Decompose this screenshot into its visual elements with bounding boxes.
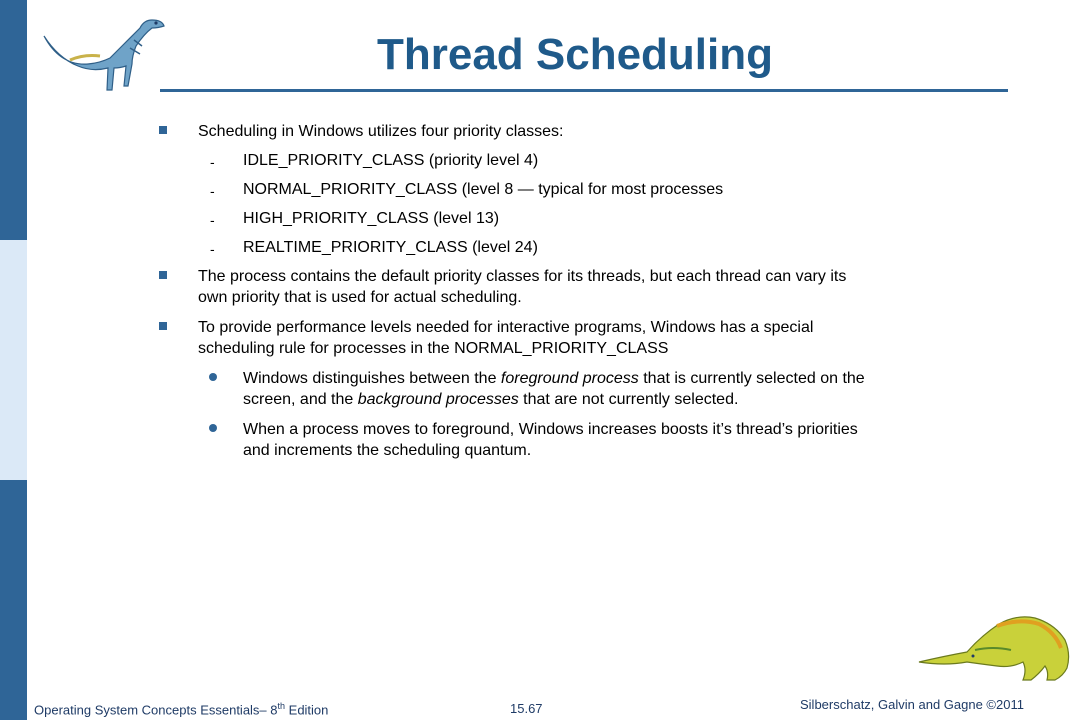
sub-bullet-foreground xyxy=(243,368,983,410)
sub-bullet-boost-line2: and increments the scheduling quantum. xyxy=(243,442,532,459)
dash-bullet-icon: - xyxy=(210,212,215,228)
bullet-dot-icon xyxy=(209,373,217,381)
bullet-priority-classes: Scheduling in Windows utilizes four priority classes: xyxy=(198,123,564,140)
bullet-dot-icon xyxy=(209,424,217,432)
page-title: Thread Scheduling xyxy=(376,30,774,79)
bullet-scheduling-rule xyxy=(198,317,958,359)
priority-high: HIGH_PRIORITY_CLASS (level 13) xyxy=(243,210,500,227)
sub-bullet-foreground-line1: Windows distinguishes between the foreground process that is currently selected on the xyxy=(243,370,865,387)
bullet-thread-priority-line2: own priority that is used for actual scheduling. xyxy=(198,289,522,306)
dash-bullet-icon: - xyxy=(210,154,215,170)
priority-realtime: REALTIME_PRIORITY_CLASS (level 24) xyxy=(243,239,538,256)
priority-idle: IDLE_PRIORITY_CLASS (priority level 4) xyxy=(243,152,539,169)
dash-bullet-icon: - xyxy=(210,183,215,199)
footer-page-number: 15.67 xyxy=(510,701,543,716)
sub-bullet-foreground-line2: screen, and the background processes that are not currently selected. xyxy=(243,391,739,408)
bullet-square-icon xyxy=(159,271,167,279)
sub-bullet-boost xyxy=(243,419,983,461)
bullet-scheduling-rule-line1: To provide performance levels needed for interactive programs, Windows has a special xyxy=(198,319,814,336)
footer-book-title: Operating System Concepts Essentials– 8th Edition xyxy=(34,701,329,718)
bullet-scheduling-rule-line2: scheduling rule for processes in the NORMAL_PRIORITY_CLASS xyxy=(198,340,669,357)
term-background-processes: background processes xyxy=(357,391,519,408)
term-foreground-process: foreground process xyxy=(500,370,639,387)
priority-normal: NORMAL_PRIORITY_CLASS (level 8 — typical for most processes xyxy=(243,181,724,198)
bullet-square-icon xyxy=(159,322,167,330)
bullet-thread-priority-line1: The process contains the default priority classes for its threads, but each thread can vary its xyxy=(198,268,847,285)
dash-bullet-icon: - xyxy=(210,241,215,257)
bullet-square-icon xyxy=(159,126,167,134)
sub-bullet-boost-line1: When a process moves to foreground, Windows increases boosts it’s thread’s priorities xyxy=(243,421,858,438)
dinosaur-bottom-icon xyxy=(915,596,1075,692)
bullet-thread-priority xyxy=(198,266,958,308)
footer-authors: Silberschatz, Galvin and Gagne ©2011 xyxy=(800,697,1024,712)
